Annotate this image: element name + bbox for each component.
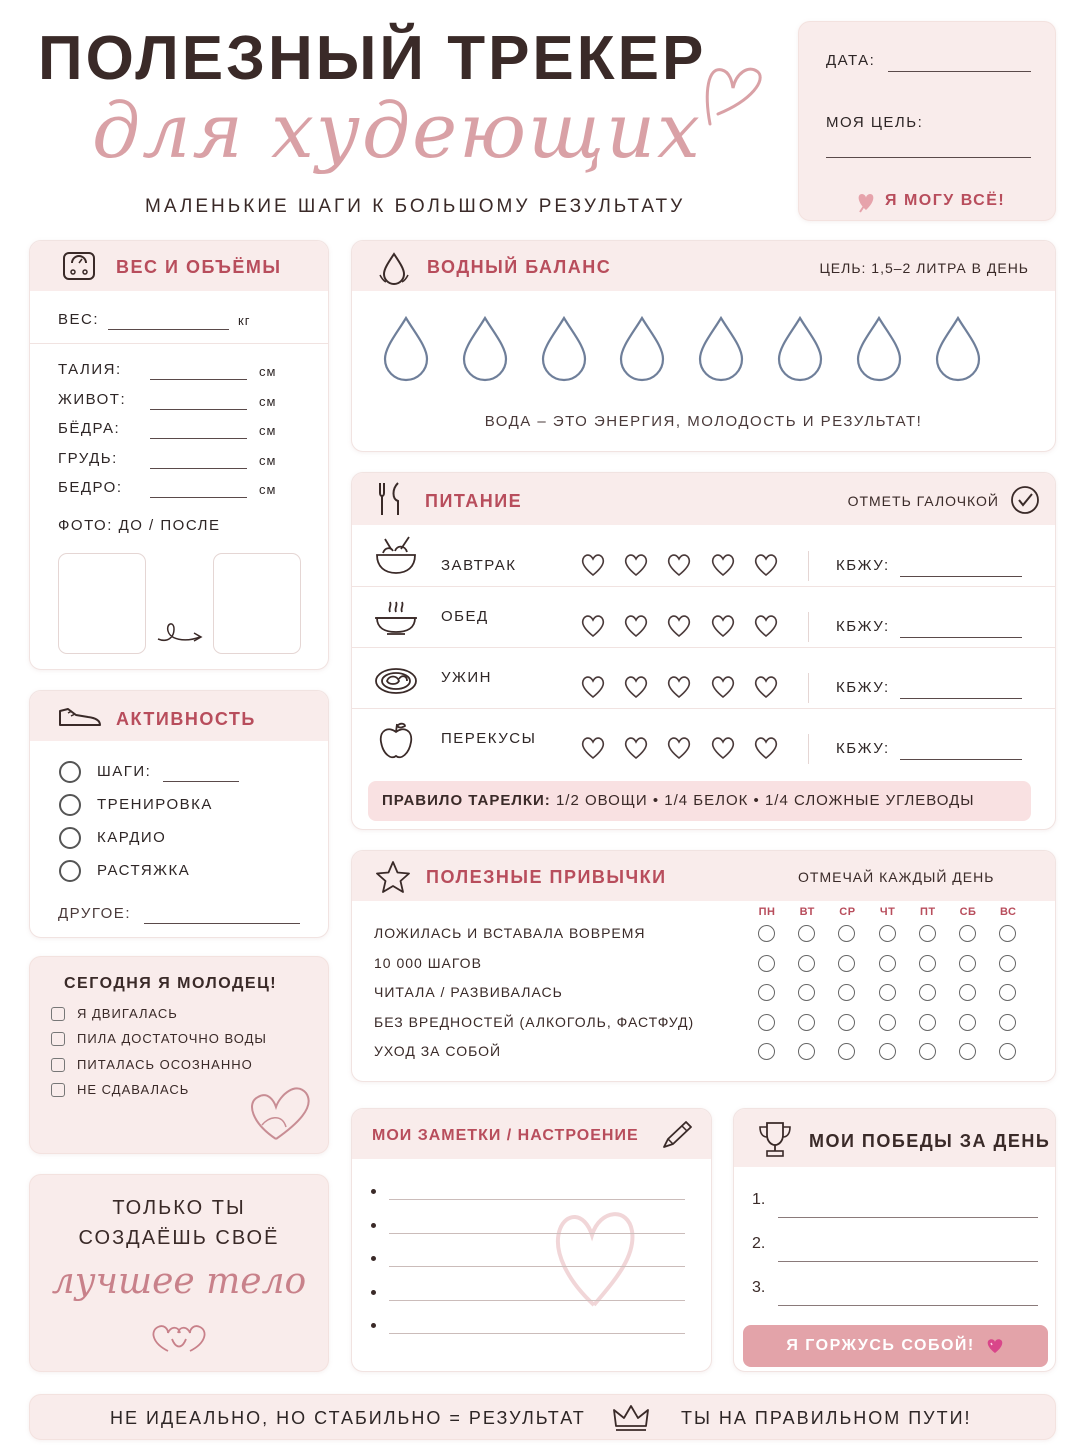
measure-unit: см bbox=[259, 364, 277, 379]
measure-label: ТАЛИЯ: bbox=[58, 361, 122, 378]
habit-day-checkbox[interactable] bbox=[758, 1043, 775, 1060]
meal-heart-checkbox[interactable] bbox=[665, 735, 693, 761]
weight-card bbox=[29, 240, 329, 670]
habit-day-checkbox[interactable] bbox=[999, 955, 1016, 972]
meal-heart-checkbox[interactable] bbox=[709, 735, 737, 761]
water-drop-icon bbox=[376, 251, 412, 285]
habit-day-checkbox[interactable] bbox=[999, 1014, 1016, 1031]
date-label: ДАТА: bbox=[826, 52, 876, 69]
quote-script: лучшее тело bbox=[51, 1261, 307, 1302]
habit-day-checkbox[interactable] bbox=[838, 984, 855, 1001]
activity-label: ТРЕНИРОВКА bbox=[97, 796, 213, 813]
weight-title: ВЕС И ОБЪЁМЫ bbox=[116, 257, 282, 277]
weight-unit: кг bbox=[238, 313, 251, 328]
habits-hint: ОТМЕЧАЙ КАЖДЫЙ ДЕНЬ bbox=[798, 869, 995, 885]
meal-label: ЗАВТРАК bbox=[441, 557, 517, 574]
activity-title: АКТИВНОСТЬ bbox=[116, 709, 256, 729]
kbju-label: КБЖУ: bbox=[836, 679, 890, 696]
win-input-line[interactable] bbox=[778, 1305, 1038, 1306]
note-line[interactable] bbox=[389, 1233, 685, 1234]
trophy-icon bbox=[756, 1119, 794, 1159]
measure-input-line[interactable] bbox=[150, 409, 247, 410]
day-label: ПТ bbox=[919, 906, 936, 918]
other-label: ДРУГОЕ: bbox=[58, 905, 131, 922]
habit-day-checkbox[interactable] bbox=[758, 925, 775, 942]
note-bullet bbox=[371, 1323, 376, 1328]
motto: Я МОГУ ВСЁ! bbox=[885, 192, 1006, 209]
weight-label: ВЕС: bbox=[58, 311, 100, 328]
meal-heart-checkbox[interactable] bbox=[752, 674, 780, 700]
habit-day-checkbox[interactable] bbox=[758, 955, 775, 972]
habit-day-checkbox[interactable] bbox=[838, 925, 855, 942]
goal-label: МОЯ ЦЕЛЬ: bbox=[826, 114, 924, 131]
note-bullet bbox=[371, 1256, 376, 1261]
today-checkbox[interactable] bbox=[51, 1007, 65, 1021]
pencil-icon bbox=[660, 1119, 694, 1151]
habit-label: ЛОЖИЛАСЬ И ВСТАВАЛА ВОВРЕМЯ bbox=[374, 925, 646, 941]
fork-knife-icon bbox=[374, 481, 408, 517]
wins-title: МОИ ПОБЕДЫ ЗА ДЕНЬ bbox=[809, 1131, 1051, 1151]
crown-icon bbox=[612, 1402, 650, 1432]
habit-day-checkbox[interactable] bbox=[758, 984, 775, 1001]
activity-checkbox[interactable] bbox=[59, 794, 81, 816]
meal-heart-checkbox[interactable] bbox=[665, 552, 693, 578]
habit-day-checkbox[interactable] bbox=[959, 955, 976, 972]
scale-icon bbox=[62, 251, 96, 281]
water-drop[interactable] bbox=[775, 315, 825, 383]
page-subtitle: МАЛЕНЬКИЕ ШАГИ К БОЛЬШОМУ РЕЗУЛЬТАТУ bbox=[145, 196, 686, 217]
habit-day-checkbox[interactable] bbox=[838, 1043, 855, 1060]
meal-heart-checkbox[interactable] bbox=[752, 552, 780, 578]
habit-day-checkbox[interactable] bbox=[959, 984, 976, 1001]
meal-row bbox=[352, 525, 1056, 586]
meal-heart-checkbox[interactable] bbox=[665, 613, 693, 639]
proud-button-label: Я ГОРЖУСЬ СОБОЙ! bbox=[786, 1337, 975, 1354]
date-goal-box bbox=[798, 21, 1056, 221]
bowl-icon bbox=[373, 535, 419, 577]
meal-label: УЖИН bbox=[441, 669, 492, 686]
meal-row bbox=[352, 708, 1056, 769]
photo-before-box[interactable] bbox=[58, 553, 146, 654]
activity-label: РАСТЯЖКА bbox=[97, 862, 191, 879]
measure-input-line[interactable] bbox=[150, 379, 247, 380]
measure-unit: см bbox=[259, 452, 277, 468]
kbju-label: КБЖУ: bbox=[836, 618, 890, 635]
meal-label: ОБЕД bbox=[441, 608, 489, 625]
hearts-icon bbox=[146, 1319, 212, 1357]
habit-day-checkbox[interactable] bbox=[959, 1043, 976, 1060]
habit-day-checkbox[interactable] bbox=[999, 1043, 1016, 1060]
habit-label: УХОД ЗА СОБОЙ bbox=[374, 1043, 502, 1060]
kbju-input-line[interactable] bbox=[900, 698, 1022, 699]
measure-label: БЁДРА: bbox=[58, 420, 121, 438]
win-input-line[interactable] bbox=[778, 1217, 1038, 1218]
win-number: 2. bbox=[752, 1235, 766, 1252]
quote-line-2: СОЗДАЁШЬ СВОЁ bbox=[78, 1227, 280, 1249]
measure-input-line[interactable] bbox=[150, 438, 247, 439]
meal-heart-checkbox[interactable] bbox=[752, 613, 780, 639]
note-bullet bbox=[371, 1290, 376, 1295]
today-checkbox[interactable] bbox=[51, 1083, 65, 1097]
meal-heart-checkbox[interactable] bbox=[579, 552, 607, 578]
meal-heart-checkbox[interactable] bbox=[709, 552, 737, 578]
water-caption: ВОДА – ЭТО ЭНЕРГИЯ, МОЛОДОСТЬ И РЕЗУЛЬТАТ! bbox=[484, 413, 923, 430]
note-bullet bbox=[371, 1223, 376, 1228]
today-title: СЕГОДНЯ Я МОЛОДЕЦ! bbox=[64, 975, 278, 992]
habit-day-checkbox[interactable] bbox=[758, 1014, 775, 1031]
habit-day-checkbox[interactable] bbox=[879, 1043, 896, 1060]
habits-card bbox=[351, 850, 1056, 1082]
habits-title: ПОЛЕЗНЫЕ ПРИВЫЧКИ bbox=[426, 867, 667, 887]
heart-icon bbox=[855, 190, 877, 214]
meal-heart-checkbox[interactable] bbox=[709, 613, 737, 639]
habit-day-checkbox[interactable] bbox=[879, 955, 896, 972]
habit-day-checkbox[interactable] bbox=[879, 925, 896, 942]
plate-rule-label: ПРАВИЛО ТАРЕЛКИ: bbox=[382, 792, 551, 809]
habit-label: 10 000 ШАГОВ bbox=[374, 954, 482, 971]
win-input-line[interactable] bbox=[778, 1261, 1038, 1262]
habit-day-checkbox[interactable] bbox=[838, 955, 855, 972]
day-label: СР bbox=[839, 906, 856, 918]
note-line[interactable] bbox=[389, 1333, 685, 1334]
meal-heart-checkbox[interactable] bbox=[622, 613, 650, 639]
habit-label: БЕЗ ВРЕДНОСТЕЙ (АЛКОГОЛЬ, ФАСТФУД) bbox=[374, 1013, 695, 1030]
kbju-input-line[interactable] bbox=[900, 576, 1022, 577]
today-label: Я ДВИГАЛАСЬ bbox=[77, 1006, 178, 1021]
water-card bbox=[351, 240, 1056, 452]
meal-row bbox=[352, 647, 1056, 708]
photo-label: ФОТО: ДО / ПОСЛЕ bbox=[58, 517, 221, 534]
water-drop[interactable] bbox=[617, 315, 667, 383]
meal-heart-checkbox[interactable] bbox=[579, 735, 607, 761]
water-goal: ЦЕЛЬ: 1,5–2 ЛИТРА В ДЕНЬ bbox=[819, 260, 1029, 276]
habit-day-checkbox[interactable] bbox=[798, 1043, 815, 1060]
water-drop[interactable] bbox=[381, 315, 431, 383]
food-hint: ОТМЕТЬ ГАЛОЧКОЙ bbox=[847, 493, 999, 509]
habit-day-checkbox[interactable] bbox=[919, 955, 936, 972]
food-title: ПИТАНИЕ bbox=[425, 491, 523, 511]
meal-heart-checkbox[interactable] bbox=[665, 674, 693, 700]
heart-icon bbox=[242, 1077, 314, 1147]
activity-checkbox[interactable] bbox=[59, 827, 81, 849]
habit-day-checkbox[interactable] bbox=[959, 925, 976, 942]
measure-unit: см bbox=[259, 393, 277, 409]
habit-day-checkbox[interactable] bbox=[999, 925, 1016, 942]
measure-unit: см bbox=[259, 482, 277, 498]
water-drop[interactable] bbox=[696, 315, 746, 383]
steps-input-line[interactable] bbox=[163, 781, 239, 782]
win-number: 1. bbox=[752, 1191, 766, 1208]
habit-day-checkbox[interactable] bbox=[919, 1043, 936, 1060]
kbju-input-line[interactable] bbox=[900, 759, 1022, 760]
meal-heart-checkbox[interactable] bbox=[709, 674, 737, 700]
plate-rule bbox=[368, 781, 1031, 821]
today-label: ПИЛА ДОСТАТОЧНО ВОДЫ bbox=[77, 1031, 267, 1047]
notes-title: МОИ ЗАМЕТКИ / НАСТРОЕНИЕ bbox=[372, 1127, 639, 1144]
meal-heart-checkbox[interactable] bbox=[579, 674, 607, 700]
page-title: ПОЛЕЗНЫЙ ТРЕКЕР bbox=[38, 24, 707, 93]
measure-label: ЖИВОТ: bbox=[58, 390, 127, 408]
measure-label: ГРУДЬ: bbox=[58, 449, 118, 467]
heart-watermark-icon bbox=[548, 1201, 638, 1311]
proud-button[interactable] bbox=[743, 1325, 1048, 1367]
habit-day-checkbox[interactable] bbox=[798, 1014, 815, 1031]
meal-row bbox=[352, 586, 1056, 647]
measure-unit: см bbox=[259, 423, 277, 439]
measure-input-line[interactable] bbox=[150, 497, 247, 498]
kbju-label: КБЖУ: bbox=[836, 740, 890, 757]
weight-input-line[interactable] bbox=[108, 329, 229, 330]
meal-heart-checkbox[interactable] bbox=[622, 674, 650, 700]
date-input-line[interactable] bbox=[888, 71, 1031, 72]
today-card bbox=[29, 956, 329, 1154]
habit-day-checkbox[interactable] bbox=[879, 1014, 896, 1031]
plate-rule-text: 1/2 ОВОЩИ • 1/4 БЕЛОК • 1/4 СЛОЖНЫЕ УГЛЕВОДЫ bbox=[555, 792, 975, 809]
meal-label: ПЕРЕКУСЫ bbox=[441, 730, 537, 747]
today-label: НЕ СДАВАЛАСЬ bbox=[77, 1081, 190, 1097]
note-line[interactable] bbox=[389, 1199, 685, 1200]
sneaker-icon bbox=[58, 703, 102, 729]
notes-card bbox=[351, 1108, 712, 1372]
goal-input-line[interactable] bbox=[826, 157, 1031, 158]
win-number: 3. bbox=[752, 1279, 766, 1296]
other-input-line[interactable] bbox=[144, 923, 300, 924]
footer-right: ТЫ НА ПРАВИЛЬНОМ ПУТИ! bbox=[681, 1408, 972, 1428]
habit-day-checkbox[interactable] bbox=[798, 984, 815, 1001]
measure-input-line[interactable] bbox=[150, 468, 247, 469]
checkmark-icon bbox=[1010, 485, 1040, 515]
habit-label: ЧИТАЛА / РАЗВИВАЛАСЬ bbox=[374, 984, 563, 1001]
heart-icon bbox=[700, 52, 766, 128]
habit-day-checkbox[interactable] bbox=[879, 984, 896, 1001]
quote-line-1: ТОЛЬКО ТЫ bbox=[112, 1197, 246, 1219]
page-title-script: для худеющих bbox=[92, 86, 702, 175]
footer-left: НЕ ИДЕАЛЬНО, НО СТАБИЛЬНО = РЕЗУЛЬТАТ bbox=[110, 1408, 586, 1428]
today-label: ПИТАЛАСЬ ОСОЗНАННО bbox=[77, 1056, 253, 1072]
kbju-input-line[interactable] bbox=[900, 637, 1022, 638]
meal-heart-checkbox[interactable] bbox=[622, 735, 650, 761]
day-label: ВС bbox=[999, 906, 1017, 918]
activity-checkbox[interactable] bbox=[59, 761, 81, 783]
water-drop[interactable] bbox=[854, 315, 904, 383]
day-label: ВТ bbox=[799, 906, 815, 918]
day-label: ЧТ bbox=[879, 906, 896, 918]
star-icon bbox=[374, 859, 412, 895]
wins-card bbox=[733, 1108, 1056, 1372]
water-title: ВОДНЫЙ БАЛАНС bbox=[427, 257, 612, 277]
sparkle-heart-icon bbox=[985, 1337, 1005, 1355]
note-line[interactable] bbox=[389, 1300, 685, 1301]
food-card bbox=[351, 472, 1056, 830]
habit-day-checkbox[interactable] bbox=[838, 1014, 855, 1031]
note-bullet bbox=[371, 1189, 376, 1194]
meal-heart-checkbox[interactable] bbox=[752, 735, 780, 761]
today-checkbox[interactable] bbox=[51, 1032, 65, 1046]
plate-icon bbox=[373, 657, 419, 699]
today-checkbox[interactable] bbox=[51, 1058, 65, 1072]
habit-day-checkbox[interactable] bbox=[919, 925, 936, 942]
meal-heart-checkbox[interactable] bbox=[622, 552, 650, 578]
habit-day-checkbox[interactable] bbox=[798, 955, 815, 972]
day-label: ПН bbox=[758, 906, 776, 918]
day-label: СБ bbox=[959, 906, 977, 918]
habit-day-checkbox[interactable] bbox=[919, 984, 936, 1001]
water-drop[interactable] bbox=[460, 315, 510, 383]
quote-card bbox=[29, 1174, 329, 1372]
meal-heart-checkbox[interactable] bbox=[579, 613, 607, 639]
habit-day-checkbox[interactable] bbox=[959, 1014, 976, 1031]
water-drop[interactable] bbox=[933, 315, 983, 383]
habit-day-checkbox[interactable] bbox=[919, 1014, 936, 1031]
kbju-label: КБЖУ: bbox=[836, 557, 890, 574]
water-drop[interactable] bbox=[539, 315, 589, 383]
apple-icon bbox=[373, 720, 419, 762]
measure-label: БЕДРО: bbox=[58, 479, 123, 497]
activity-label: ШАГИ: bbox=[97, 763, 152, 780]
activity-checkbox[interactable] bbox=[59, 860, 81, 882]
habit-day-checkbox[interactable] bbox=[999, 984, 1016, 1001]
soup-icon bbox=[373, 596, 419, 638]
habit-day-checkbox[interactable] bbox=[798, 925, 815, 942]
arrow-icon bbox=[154, 617, 204, 647]
activity-card bbox=[29, 690, 329, 938]
note-line[interactable] bbox=[389, 1266, 685, 1267]
footer-banner bbox=[29, 1394, 1056, 1440]
photo-after-box[interactable] bbox=[213, 553, 301, 654]
activity-label: КАРДИО bbox=[97, 829, 167, 846]
